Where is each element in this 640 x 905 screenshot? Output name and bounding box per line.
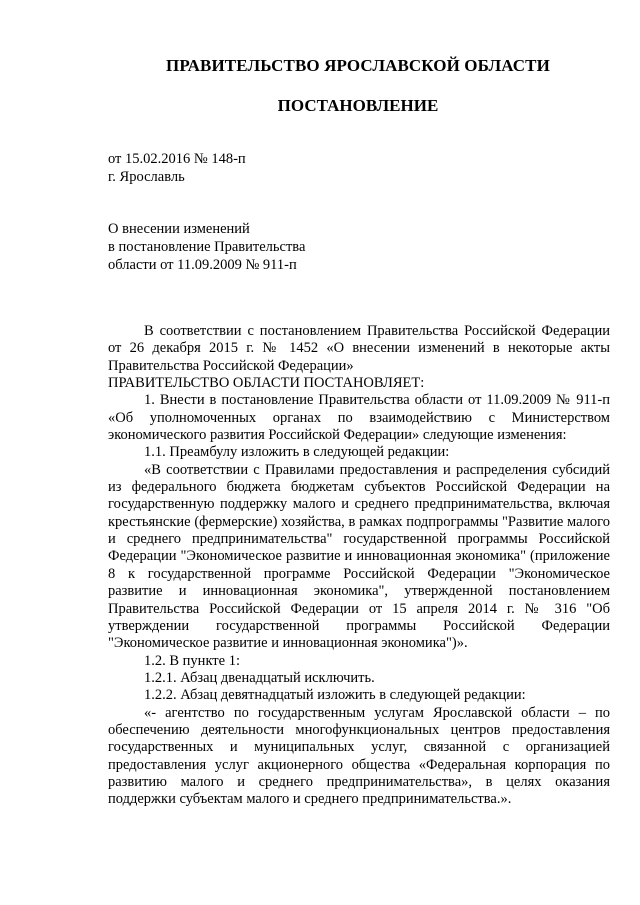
body-paragraph-item-1-2: 1.2. В пункте 1: bbox=[144, 652, 240, 669]
document-city: г. Ярославль bbox=[108, 169, 185, 185]
body-paragraph-preamble: В соответствии с постановлением Правительства Российской Федерации от 26 декабря 2015 г. № 1452 «О внесении изменений в некоторые акты Правительства Российской Федерации» bbox=[108, 323, 610, 374]
body-paragraph-item-1-2-1: 1.2.1. Абзац двенадцатый исключить. bbox=[144, 669, 375, 686]
body-paragraph-item-1-1: 1.1. Преамбулу изложить в следующей редакции: bbox=[144, 444, 450, 461]
document-body bbox=[108, 323, 610, 809]
document-subject bbox=[108, 220, 305, 274]
subject-line: в постановление Правительства bbox=[108, 239, 306, 255]
subject-line: области от 11.09.2009 № 911-п bbox=[108, 257, 297, 273]
document-type-title: ПОСТАНОВЛЕНИЕ bbox=[277, 96, 439, 115]
document-meta bbox=[108, 150, 246, 186]
body-paragraph-resolves: ПРАВИТЕЛЬСТВО ОБЛАСТИ ПОСТАНОВЛЯЕТ: bbox=[108, 375, 425, 392]
body-paragraph-quote-preamble: «В соответствии с Правилами предоставления и распределения субсидий из федерального бюджета бюджетам субъектов Российской Федерации на государственную поддержку малого и среднего предпринимательства, включая крестьянские (фермерские) хозяйства, в рамках подпрограммы "Развитие малого и среднего предпринимательства" государственной программы Российской Федерации "Экономическое развитие и инновационная экономика" (приложение 8 к государственной программе Российской Федерации "Экономическое развитие и инновационная экономика", утвержденной постановлением Правительства Российской Федерации от 15 апреля 2014 г. № 316 "Об утверждении государственной программы Российской Федерации "Экономическое развитие и инновационная экономика")». bbox=[108, 461, 610, 652]
body-paragraph-quote-agency: «- агентство по государственным услугам Ярославской области – по обеспечению деятельности многофункциональных центров предоставления государственных и муниципальных услуг, связанной с организацией предоставления услуг акционерного общества «Федеральная корпорация по развитию малого и среднего предпринимательства», в целях оказания поддержки субъектам малого и среднего предпринимательства.». bbox=[108, 704, 610, 808]
body-paragraph-item-1-2-2: 1.2.2. Абзац девятнадцатый изложить в следующей редакции: bbox=[144, 687, 526, 704]
body-paragraph-item-1: 1. Внести в постановление Правительства области от 11.09.2009 № 911-п «Об уполномоченных органах по взаимодействию с Министерством экономического развития Российской Федерации» следующие изменения: bbox=[108, 392, 610, 444]
subject-line: О внесении изменений bbox=[108, 221, 250, 237]
organization-title: ПРАВИТЕЛЬСТВО ЯРОСЛАВСКОЙ ОБЛАСТИ bbox=[166, 56, 550, 75]
document-date-number: от 15.02.2016 № 148-п bbox=[108, 151, 246, 167]
